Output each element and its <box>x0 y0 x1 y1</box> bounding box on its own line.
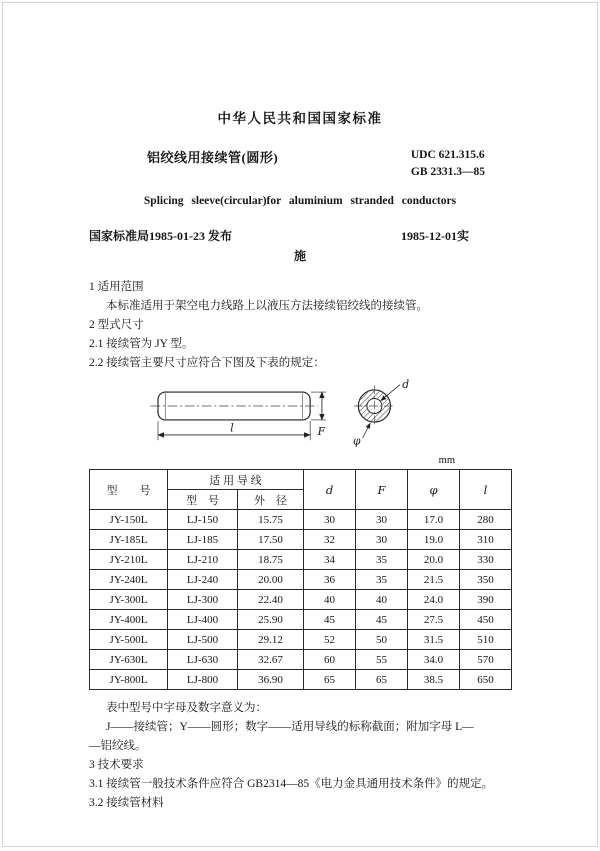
table-cell: 65 <box>356 670 408 690</box>
table-row <box>90 570 512 590</box>
table-cell: 52 <box>304 630 356 650</box>
table-cell: LJ-150 <box>168 510 238 530</box>
table-cell: JY-800L <box>90 670 168 690</box>
table-cell: JY-210L <box>90 550 168 570</box>
table-cell: LJ-210 <box>168 550 238 570</box>
table-note-detail-cont: —铝绞线。 <box>89 740 147 752</box>
gb-code: GB 2331.3—85 <box>410 166 485 178</box>
table-cell: 21.5 <box>408 570 460 590</box>
table-row <box>90 630 512 650</box>
table-cell: 650 <box>460 670 512 690</box>
table-cell: 19.0 <box>408 530 460 550</box>
table-cell: 350 <box>460 570 512 590</box>
table-cell: LJ-630 <box>168 650 238 670</box>
table-cell: 34.0 <box>408 650 460 670</box>
dim-label-d: d <box>402 377 410 391</box>
table-cell: 36.90 <box>238 670 304 690</box>
table-cell: JY-240L <box>90 570 168 590</box>
page-title: 中华人民共和国国家标准 <box>217 111 383 126</box>
table-cell: 38.5 <box>408 670 460 690</box>
table-cell: LJ-240 <box>168 570 238 590</box>
col-header-conductor-model: 型 号 <box>168 490 238 510</box>
table-cell: 510 <box>460 630 512 650</box>
table-cell: 22.40 <box>238 590 304 610</box>
section-2-heading: 2 型式尺寸 <box>89 319 144 331</box>
issue-row <box>89 227 511 244</box>
table-cell: 34 <box>304 550 356 570</box>
table-row <box>90 550 512 570</box>
issued-by: 国家标准局1985-01-23 发布 <box>89 229 232 243</box>
clause-3-2: 3.2 接续管材料 <box>89 797 164 809</box>
standard-codes <box>411 147 485 181</box>
table-cell: 570 <box>460 650 512 670</box>
col-header-model: 型 号 <box>90 470 168 510</box>
table-cell: 17.0 <box>408 510 460 530</box>
dimension-drawing <box>147 376 439 451</box>
section-3-heading: 3 技术要求 <box>89 759 144 771</box>
table-cell: LJ-800 <box>168 670 238 690</box>
table-cell: 330 <box>460 550 512 570</box>
table-cell: 30 <box>356 510 408 530</box>
table-cell: JY-300L <box>90 590 168 610</box>
figure <box>147 376 439 452</box>
table-note-detail: J——接续管；Y——圆形；数字——适用导线的标称截面；附加字母 L— <box>106 721 474 733</box>
unit-label: mm <box>438 455 455 466</box>
table-cell: 450 <box>460 610 512 630</box>
col-header-conductor-group: 适 用 导 线 <box>168 470 304 490</box>
effective-date: 1985-12-01实 <box>401 229 469 243</box>
table-cell: 45 <box>356 610 408 630</box>
table-cell: 45 <box>304 610 356 630</box>
table-cell: JY-400L <box>90 610 168 630</box>
table-cell: 35 <box>356 550 408 570</box>
foot-text <box>89 699 511 813</box>
dim-label-l: l <box>230 421 234 435</box>
table-cell: 27.5 <box>408 610 460 630</box>
table-cell: LJ-400 <box>168 610 238 630</box>
table-cell: 390 <box>460 590 512 610</box>
col-header-d: d <box>304 470 356 510</box>
clause-2-1: 2.1 接续管为 JY 型。 <box>89 338 194 350</box>
document-page <box>2 2 598 847</box>
table-cell: LJ-300 <box>168 590 238 610</box>
table-cell: 32 <box>304 530 356 550</box>
table-cell: 310 <box>460 530 512 550</box>
col-header-conductor-od: 外 径 <box>238 490 304 510</box>
col-header-phi: φ <box>408 470 460 510</box>
table-cell: 50 <box>356 630 408 650</box>
table-cell: JY-185L <box>90 530 168 550</box>
table-cell: 40 <box>356 590 408 610</box>
table-row <box>90 510 512 530</box>
table-cell: LJ-500 <box>168 630 238 650</box>
table-cell: 24.0 <box>408 590 460 610</box>
table-row <box>90 650 512 670</box>
doc-subject: 铝绞线用接续管(圆形) <box>147 150 279 165</box>
col-header-F: F <box>356 470 408 510</box>
clause-3-1: 3.1 接续管一般技术条件应符合 GB2314—85《电力金具通用技术条件》的规定。 <box>89 778 494 790</box>
table-cell: 280 <box>460 510 512 530</box>
table-cell: 60 <box>304 650 356 670</box>
section-1-heading: 1 适用范围 <box>89 281 144 293</box>
dim-label-F: F <box>317 424 326 438</box>
table-cell: 30 <box>304 510 356 530</box>
table-cell: 20.00 <box>238 570 304 590</box>
udc-code: UDC 621.315.6 <box>410 149 485 161</box>
table-cell: LJ-185 <box>168 530 238 550</box>
table-cell: 30 <box>356 530 408 550</box>
body-text <box>89 278 511 373</box>
table-cell: 65 <box>304 670 356 690</box>
table-note-intro: 表中型号中字母及数字意义为： <box>106 702 267 714</box>
effective-date-cont: 施 <box>293 249 306 263</box>
table-row <box>90 670 512 690</box>
dim-label-phi: φ <box>353 434 361 448</box>
table-row <box>90 610 512 630</box>
table-cell: 29.12 <box>238 630 304 650</box>
table-cell: 36 <box>304 570 356 590</box>
table-cell: JY-150L <box>90 510 168 530</box>
english-title: Splicing sleeve(circular)for aluminium stranded conductors <box>143 195 457 207</box>
table-cell: 31.5 <box>408 630 460 650</box>
col-header-l: l <box>460 470 512 510</box>
table-row <box>90 530 512 550</box>
table-cell: 35 <box>356 570 408 590</box>
table-cell: JY-500L <box>90 630 168 650</box>
table-cell: 18.75 <box>238 550 304 570</box>
spec-table <box>89 469 512 690</box>
spec-table-body <box>90 510 512 690</box>
section-1-text: 本标准适用于架空电力线路上以液压方法接续铝绞线的接续管。 <box>106 300 428 312</box>
table-cell: 15.75 <box>238 510 304 530</box>
table-cell: 20.0 <box>408 550 460 570</box>
table-cell: 32.67 <box>238 650 304 670</box>
table-cell: 40 <box>304 590 356 610</box>
section-hatching <box>331 387 411 430</box>
table-cell: 25.90 <box>238 610 304 630</box>
spec-table-head <box>90 470 512 510</box>
clause-2-2: 2.2 接续管主要尺寸应符合下图及下表的规定： <box>89 357 325 369</box>
table-cell: 17.50 <box>238 530 304 550</box>
table-cell: 55 <box>356 650 408 670</box>
table-row <box>90 590 512 610</box>
table-cell: JY-630L <box>90 650 168 670</box>
subject-row <box>89 147 511 181</box>
